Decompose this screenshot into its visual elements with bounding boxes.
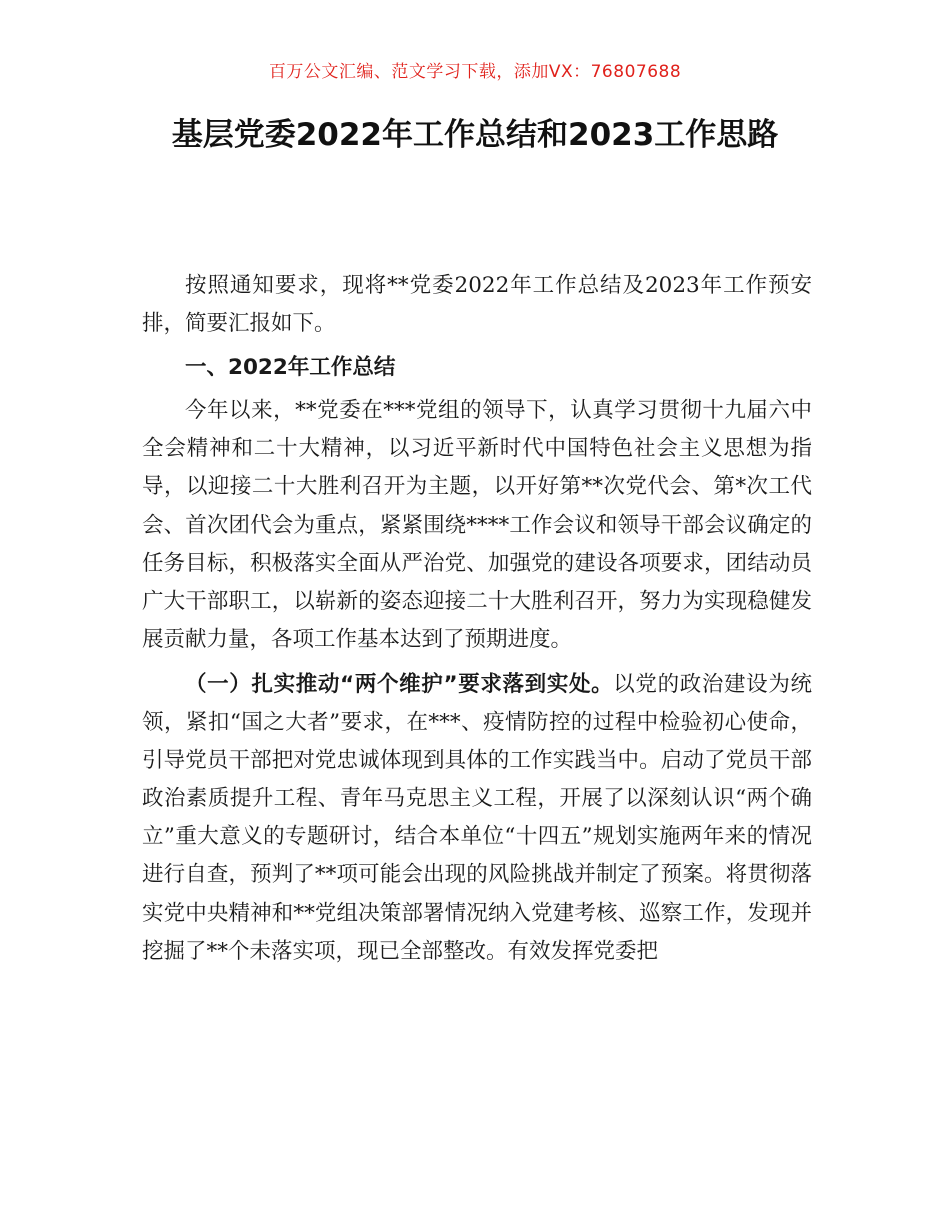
item-paragraph [142,666,812,971]
item-body: 以党的政治建设为统领，紧扣“国之大者”要求，在***、疫情防控的过程中检验初心使命，引导党员干部把对党忠诚体现到具体的工作实践当中。启动了党员干部政治素质提升工程、青年马克思主义工程，开展了以深刻认识“两个确立”重大意义的专题研讨，结合本单位“十四五”规划实施两年来的情况进行自查，预判了**项可能会出现的风险挑战并制定了预案。将贯彻落实党中央精神和**党组决策部署情况纳入党建考核、巡察工作，发现并挖掘了**个未落实项，现已全部整改。有效发挥党委把 [142,671,812,964]
item-heading: （一）扎实推动“两个维护”要求落到实处。 [185,671,614,697]
section-paragraph: 今年以来，**党委在***党组的领导下，认真学习贯彻十九届六中全会精神和二十大精神，以习近平新时代中国特色社会主义思想为指导，以迎接二十大胜利召开为主题，以开好第**次党代会、第*次工代会、首次团代会为重点，紧紧围绕****工作会议和领导干部会议确定的任务目标，积极落实全面从严治党、加强党的建设各项要求，团结动员广大干部职工，以崭新的姿态迎接二十大胜利召开，努力为实现稳健发展贡献力量，各项工作基本达到了预期进度。 [142,398,812,652]
document-body [142,267,812,971]
intro-paragraph: 按照通知要求，现将**党委2022年工作总结及2023年工作预安排，简要汇报如下。 [142,273,812,337]
document-title: 基层党委2022年工作总结和2023工作思路 [171,117,779,153]
watermark-banner: 百万公文汇编、范文学习下载，添加VX：76807688 [268,62,682,82]
section-heading: 一、2022年工作总结 [185,355,396,381]
